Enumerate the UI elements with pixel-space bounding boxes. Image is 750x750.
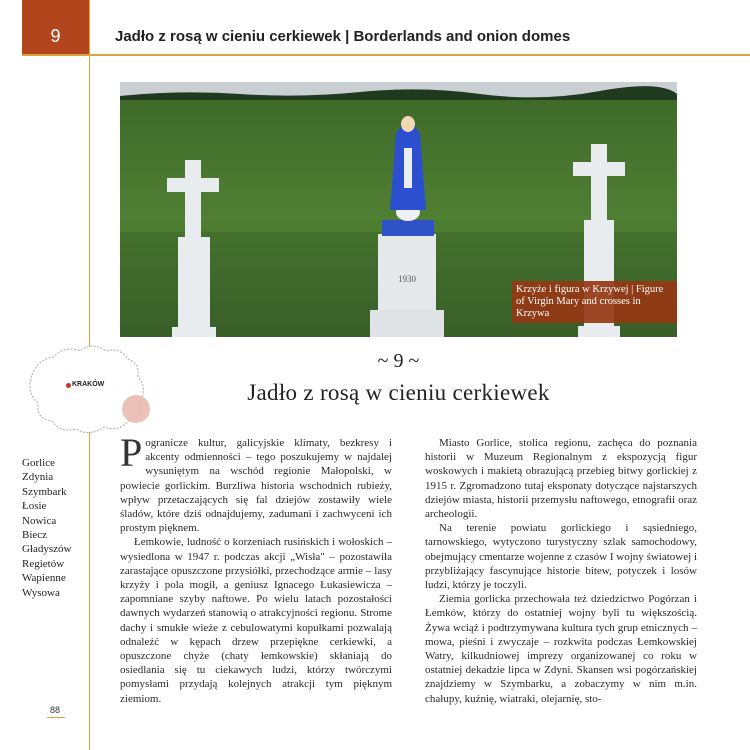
paragraph: Miasto Gorlice, stolica regionu, zachęca do poznania historii w Muzeum Regionalnym z ekspozycją figur woskowych i makietą obrazującą przebieg bitwy gorlickiej z 1915 r. Zgromadzono tutaj eksponaty dotyczące najstarszych dziejów miasta, historii przemysłu naftowego, etnografii oraz archeologii. [425,437,697,521]
header-rule [22,54,750,56]
section-number: ~ 9 ~ [377,350,420,372]
place-item: Zdynia [22,471,54,484]
page-number: 88 [50,705,61,715]
section-title: Jadło z rosą w cieniu cerkiewek [247,380,550,405]
place-item: Łosie [22,500,47,513]
paragraph: Na terenie powiatu gorlickiego i sąsiedniego, tarnowskiego, wytyczono turystyczny szlak samochodowy, obejmujący cmentarze wojenne z czasów I wojny światowej i przybliżający fascynujące historie bitew, potyczek i losów ludzi, którzy je toczyli. [425,522,697,592]
body-column-right [425,436,697,706]
photo-crosses-and-figure [120,82,677,337]
paragraph: Ziemia gorlicka przechowała też dziedzictwo Pogórzan i Łemków, którzy do ostatniej wojny byli tu większością. Żywa wciąż i podtrzymywana kultura tych grup etnicznych – mowa, pieśni i zwyczaje – rozkwita podczas Łemkowskiej Watry, kilkudniowej imprezy organizowanej co roku w ostatniej dekadzie lipca w Zdyni. Skansen wsi pogórzańskiej znajdziemy w Szymbarku, a zobaczymy w nim m.in. chałupy, kuźnię, wiatraki, olejarnię, sto- [425,593,697,705]
place-item: Regietów [22,557,65,570]
paragraph [120,430,392,535]
chapter-number-box [22,0,89,54]
place-item: Gładyszów [22,543,72,556]
photo-caption: Krzyże i figura w Krzywej | Figure of Virgin Mary and crosses in Krzywa [512,281,677,323]
paragraph: Łemkowie, ludność o korzeniach rusińskich i wołoskich – wysiedlona w 1947 r. podczas akcji „Wisła" – pozostawiła zarastające opuszczone przysiółki, przechodzące armie – lasy krzyży i pola mogił, a geniusz Ignacego Łukasiewicza – zapomniane szyby naftowe. Po wielu latach pozostałości dawnych wydarzeń stanowią o atrakcyjności regionu. Strome dachy i smukłe wieże z cebulowatymi kopułkami pozwalają odnaleźć w kępach drzew przepiękne cerkiewki, a opuszczone chyże (chaty łemkowskie) skłaniają do osiedlania się tu ciekawych ludzi, którzy twórczymi pomysłami przydają kolejnych atrakcji tym pięknym ziemiom. [120,536,392,705]
place-list [22,456,72,600]
pedestal-inscription: 1930 [398,274,416,284]
map-city-label: KRAKÓW [72,381,105,388]
body-column-left [120,430,392,706]
place-item: Wapienne [22,572,66,585]
folio-rule [47,717,65,718]
place-item: Szymbark [22,485,67,498]
place-item: Nowica [22,514,57,527]
running-header-title: Jadło z rosą w cieniu cerkiewek | Borderlands and onion domes [115,28,571,45]
paragraph-text: ogranicze kultur, galicyjskie klimaty, bezkresy i akcenty odmienności – tego poszukujemy w najdalej wysuniętym na wschód regionie Małopolski, w powiecie gorlickim. Burzliwa historia wschodnich rubieży, wpływ przetaczających się fal dziejów zostawiły wiele śladów, które dziś odnajdujemy, zadumani i zachwyceni ich prostym pięknem. [120,437,392,535]
chapter-number: 9 [50,26,61,46]
place-item: Biecz [22,529,48,542]
place-item: Gorlice [22,457,55,469]
place-item: Wysowa [22,586,60,599]
drop-cap: P [120,430,143,475]
krakow-marker-icon [66,383,71,388]
